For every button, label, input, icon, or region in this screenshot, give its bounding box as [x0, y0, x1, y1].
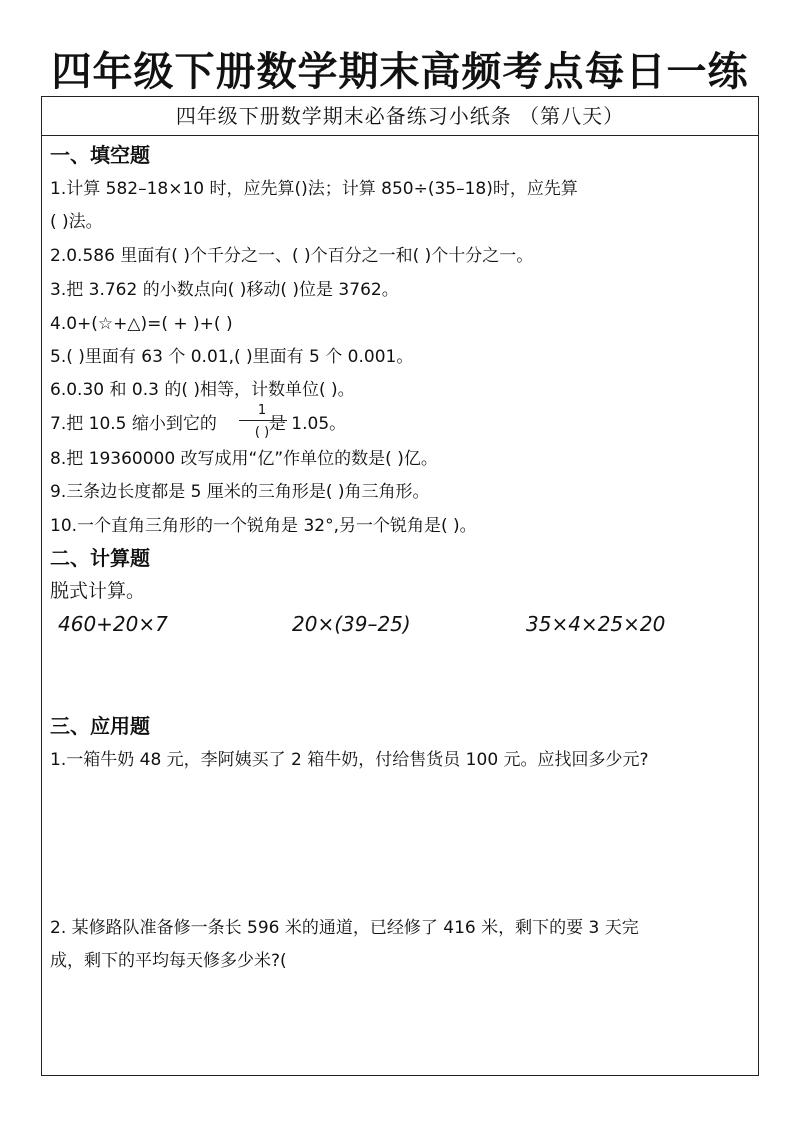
fill-question-7 [50, 412, 346, 436]
fill-question-2: 2.0.586 里面有( )个千分之一、( )个百分之一和( )个十分之一。 [50, 246, 534, 266]
exercise-sheet [41, 96, 759, 1076]
fraction-denominator: ( ) [254, 425, 270, 440]
calc-expression-2: 20×(39–25) [292, 612, 411, 636]
apply-question-2: 2. 某修路队准备修一条长 596 米的通道，已经修了 416 米，剩下的要 3 天完 [50, 918, 639, 938]
fraction-numerator: 1 [257, 403, 267, 418]
fill-question-3: 3.把 3.762 的小数点向( )移动( )位是 3762。 [50, 280, 399, 300]
fill-question-7-end: 是 1.05。 [268, 414, 347, 434]
fill-question-4: 4.0+(☆+△)=( + )+( ) [50, 314, 233, 334]
fill-question-1-cont: ( )法。 [50, 212, 103, 232]
calc-instruction: 脱式计算。 [50, 580, 146, 602]
page-title: 四年级下册数学期末高频考点每日一练 [51, 49, 749, 95]
fill-question-8: 8.把 19360000 改写成用“亿”作单位的数是( )亿。 [50, 449, 438, 469]
sheet-subtitle: 四年级下册数学期末必备练习小纸条 （第八天） [42, 97, 758, 136]
section-fill-heading: 一、填空题 [50, 143, 150, 167]
fill-question-6: 6.0.30 和 0.3 的( )相等，计数单位( )。 [50, 380, 355, 400]
fill-question-1: 1.计算 582–18×10 时，应先算()法；计算 850÷(35–18)时，应先算 [50, 179, 578, 199]
calc-expression-1: 460+20×7 [58, 612, 168, 636]
section-apply-heading: 三、应用题 [50, 714, 150, 738]
fill-question-10: 10.一个直角三角形的一个锐角是 32°,另一个锐角是( )。 [50, 516, 477, 536]
section-calc-heading: 二、计算题 [50, 546, 150, 570]
apply-question-2-cont: 成，剩下的平均每天修多少米?( [50, 951, 287, 971]
fill-question-5: 5.( )里面有 63 个 0.01,( )里面有 5 个 0.001。 [50, 347, 414, 367]
fill-question-9: 9.三条边长度都是 5 厘米的三角形是( )角三角形。 [50, 482, 430, 502]
apply-question-1: 1.一箱牛奶 48 元，李阿姨买了 2 箱牛奶，付给售货员 100 元。应找回多少元? [50, 750, 649, 770]
calc-expression-3: 35×4×25×20 [526, 612, 666, 636]
fraction-bar [239, 420, 287, 421]
fill-question-7-start: 7.把 10.5 缩小到它的 [50, 414, 217, 434]
